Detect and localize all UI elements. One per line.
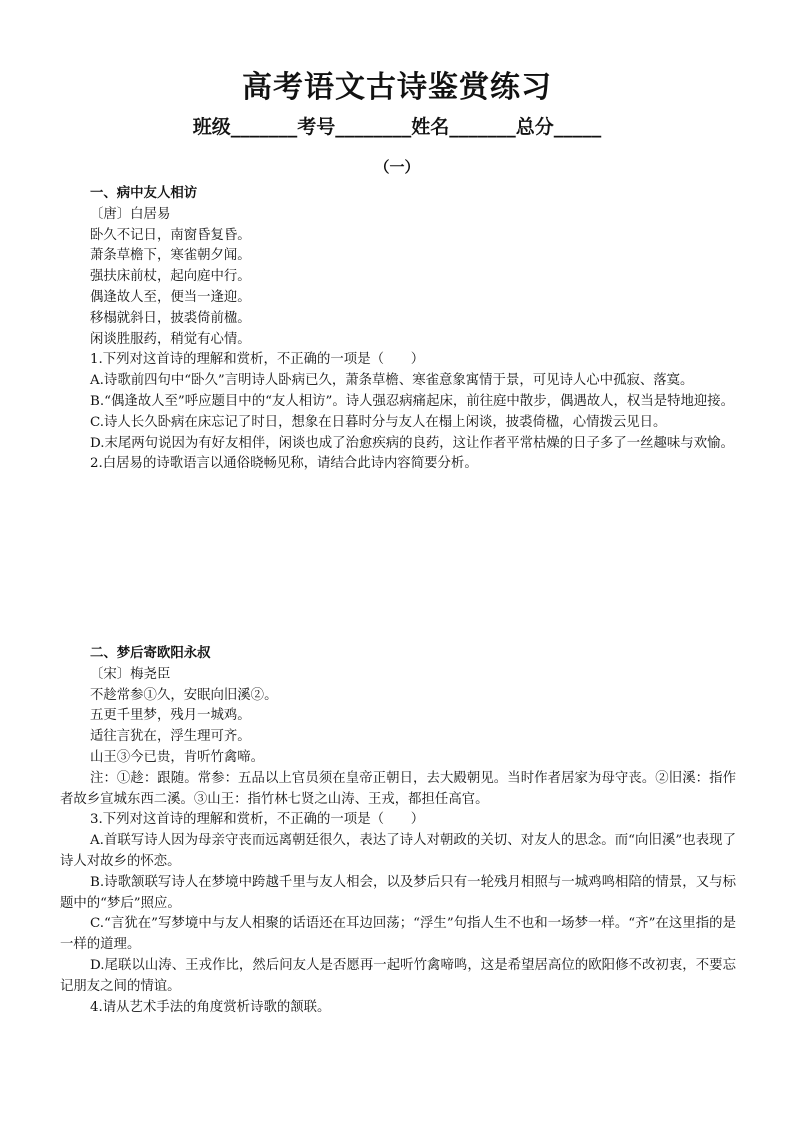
poem-line: 适往言犹在，浮生理可齐。 xyxy=(90,729,251,745)
poem-line: 闲谈胜服药，稍觉有心情。 xyxy=(90,331,251,347)
section-heading: 一、病中友人相访 xyxy=(90,186,198,201)
poem-line: 移榻就斜日，披裘倚前楹。 xyxy=(90,310,251,326)
page-title: 高考语文古诗鉴赏练习 xyxy=(242,70,552,105)
option-d: D.末尾两句说因为有好友相伴，闲谈也成了治愈疾病的良药，这让作者平常枯燥的日子多了一丝趣味与欢愉。 xyxy=(90,435,734,451)
poem-line: 强扶床前杖，起向庭中行。 xyxy=(90,269,251,285)
option-a: A.首联写诗人因为母亲守丧而远离朝廷很久，表达了诗人对朝政的关切、对友人的思念。而“向旧溪”也表现了诗人对故乡的怀恋。 xyxy=(60,833,736,869)
poem-line: 山王③今已贵，肯听竹禽啼。 xyxy=(90,749,265,765)
section-heading: 二、梦后寄欧阳永叔 xyxy=(90,646,211,661)
question-2: 2.白居易的诗歌语言以通俗晓畅见称，请结合此诗内容简要分析。 xyxy=(90,456,478,472)
poem-line: 卧久不记日，南窗昏复昏。 xyxy=(90,227,251,243)
section-2 xyxy=(60,644,736,1018)
poem-line: 五更千里梦，残月一城鸡。 xyxy=(90,708,251,724)
option-d: D.尾联以山涛、王戎作比，然后问友人是否愿再一起听竹禽啼鸣，这是希望居高位的欧阳修不改初衷，不要忘记朋友之间的情谊。 xyxy=(60,957,736,994)
question-4: 4.请从艺术手法的角度赏析诗歌的颔联。 xyxy=(90,999,331,1015)
option-b: B.“偶逢故人至”呼应题目中的“友人相访”。诗人强忍病痛起床，前往庭中散步，偶遇故人，权当是特地迎接。 xyxy=(90,393,735,409)
poem-line: 偶逢故人至，便当一逢迎。 xyxy=(90,289,251,305)
section-1 xyxy=(60,184,736,475)
option-c: C.诗人长久卧病在床忘记了时日，想象在日暮时分与友人在榻上闲谈，披裘倚楹，心情拨云见日。 xyxy=(90,414,667,430)
option-c: C.“言犹在”写梦境中与友人相聚的话语还在耳边回荡；“浮生”句指人生不也和一场梦一样。“齐”在这里指的是一样的道理。 xyxy=(60,916,736,953)
student-info-line: 班级_______考号________姓名_______总分_____ xyxy=(192,116,602,138)
poem-line: 不趁常参①久，安眠向旧溪②。 xyxy=(90,687,278,703)
poem-notes: 注：①趁：跟随。常参：五品以上官员须在皇帝正朝日，去大殿朝见。当时作者居家为母守丧。②旧溪：指作者故乡宣城东西二溪。③山王：指竹林七贤之山涛、王戎，都担任高官。 xyxy=(60,770,736,807)
poem-author: 〔宋〕梅尧臣 xyxy=(90,666,171,682)
question-1: 1.下列对这首诗的理解和赏析，不正确的一项是（ ） xyxy=(90,352,425,368)
poem-author: 〔唐〕白居易 xyxy=(90,206,171,222)
part-number: （一） xyxy=(374,158,420,176)
poem-line: 萧条草檐下，寒雀朝夕闻。 xyxy=(90,248,251,264)
option-b: B.诗歌颔联写诗人在梦境中跨越千里与友人相会，以及梦后只有一轮残月相照与一城鸡鸣相陪的情景，又与标题中的“梦后”照应。 xyxy=(60,874,736,911)
question-3: 3.下列对这首诗的理解和赏析，不正确的一项是（ ） xyxy=(90,812,425,828)
option-a: A.诗歌前四句中“卧久”言明诗人卧病已久，萧条草檐、寒雀意象寓情于景，可见诗人心中孤寂、落寞。 xyxy=(90,373,694,389)
